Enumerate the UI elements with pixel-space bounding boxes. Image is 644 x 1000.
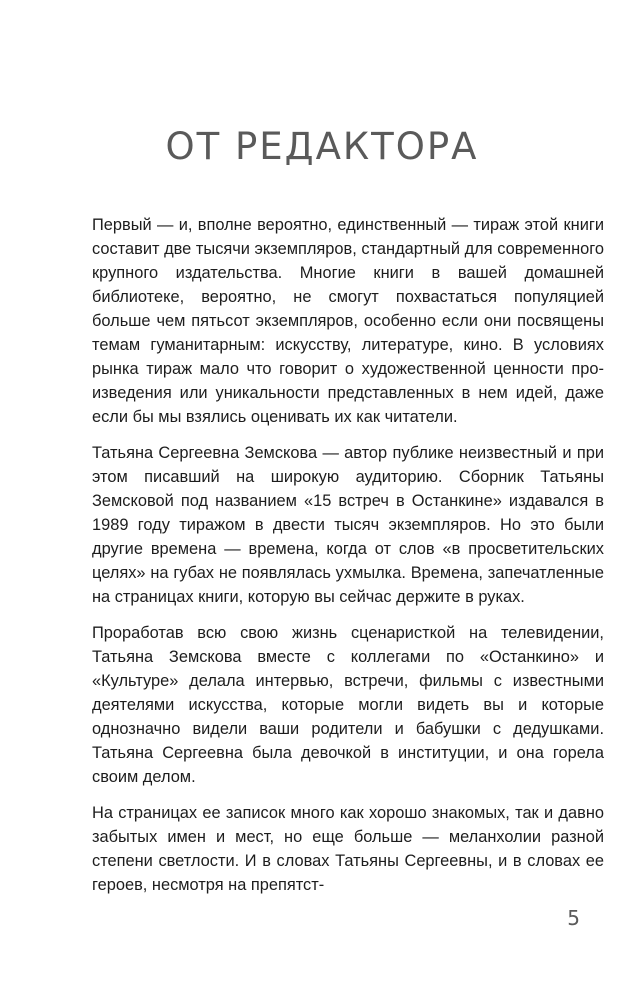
paragraph-3: Проработав всю свою жизнь сценаристкой на телевидении, Татьяна Земскова вместе с коллегами по «Останкино» и «Культуре» делала интервью, встречи, фильмы с известными деятелями искусства, которые могли видеть вы и которые однозначно видели ваши родители и бабушки с дедушками. Татьяна Сергеевна была девочкой в институции, и она горела своим делом. bbox=[92, 624, 604, 786]
paragraph-1: Первый — и, вполне вероятно, единственный — тираж этой книги составит две тысячи экземпляров, стандартный для современного крупного издательства. Многие книги в вашей домашней библиотеке, вероятно, не смогут похвастаться популяцией больше чем пятьсот экземпляров, особенно если они посвящены темам гуманитарным: искусству, литературе, кино. В условиях рынка тираж мало что говорит о художественной ценности произведения или уникальности представленных в нем идей, даже если бы мы взялись оценивать их как читатели. bbox=[92, 216, 604, 426]
paragraph-2: Татьяна Сергеевна Земскова — автор публике неизвестный и при этом писавший на широкую аудиторию. Сборник Татьяны Земсковой под названием «15 встреч в Останкине» издавался в 1989 году тиражом в двести тысяч экземпляров. Но это были другие времена — времена, когда от слов «в просветительских целях» на губах не появлялась ухмылка. Времена, запечатленные на страницах книги, которую вы сейчас держите в руках. bbox=[92, 444, 604, 606]
page-number: 5 bbox=[567, 906, 580, 930]
chapter-title: ОТ РЕДАКТОРА bbox=[165, 125, 479, 168]
paragraph-4: На страницах ее записок много как хорошо знакомых, так и давно забытых имен и мест, но еще больше — меланхолии разной степени светлости. И в словах Татьяны Сергеевны, и в словах ее героев, несмотря на препятст- bbox=[92, 804, 604, 894]
body-text bbox=[92, 213, 604, 909]
